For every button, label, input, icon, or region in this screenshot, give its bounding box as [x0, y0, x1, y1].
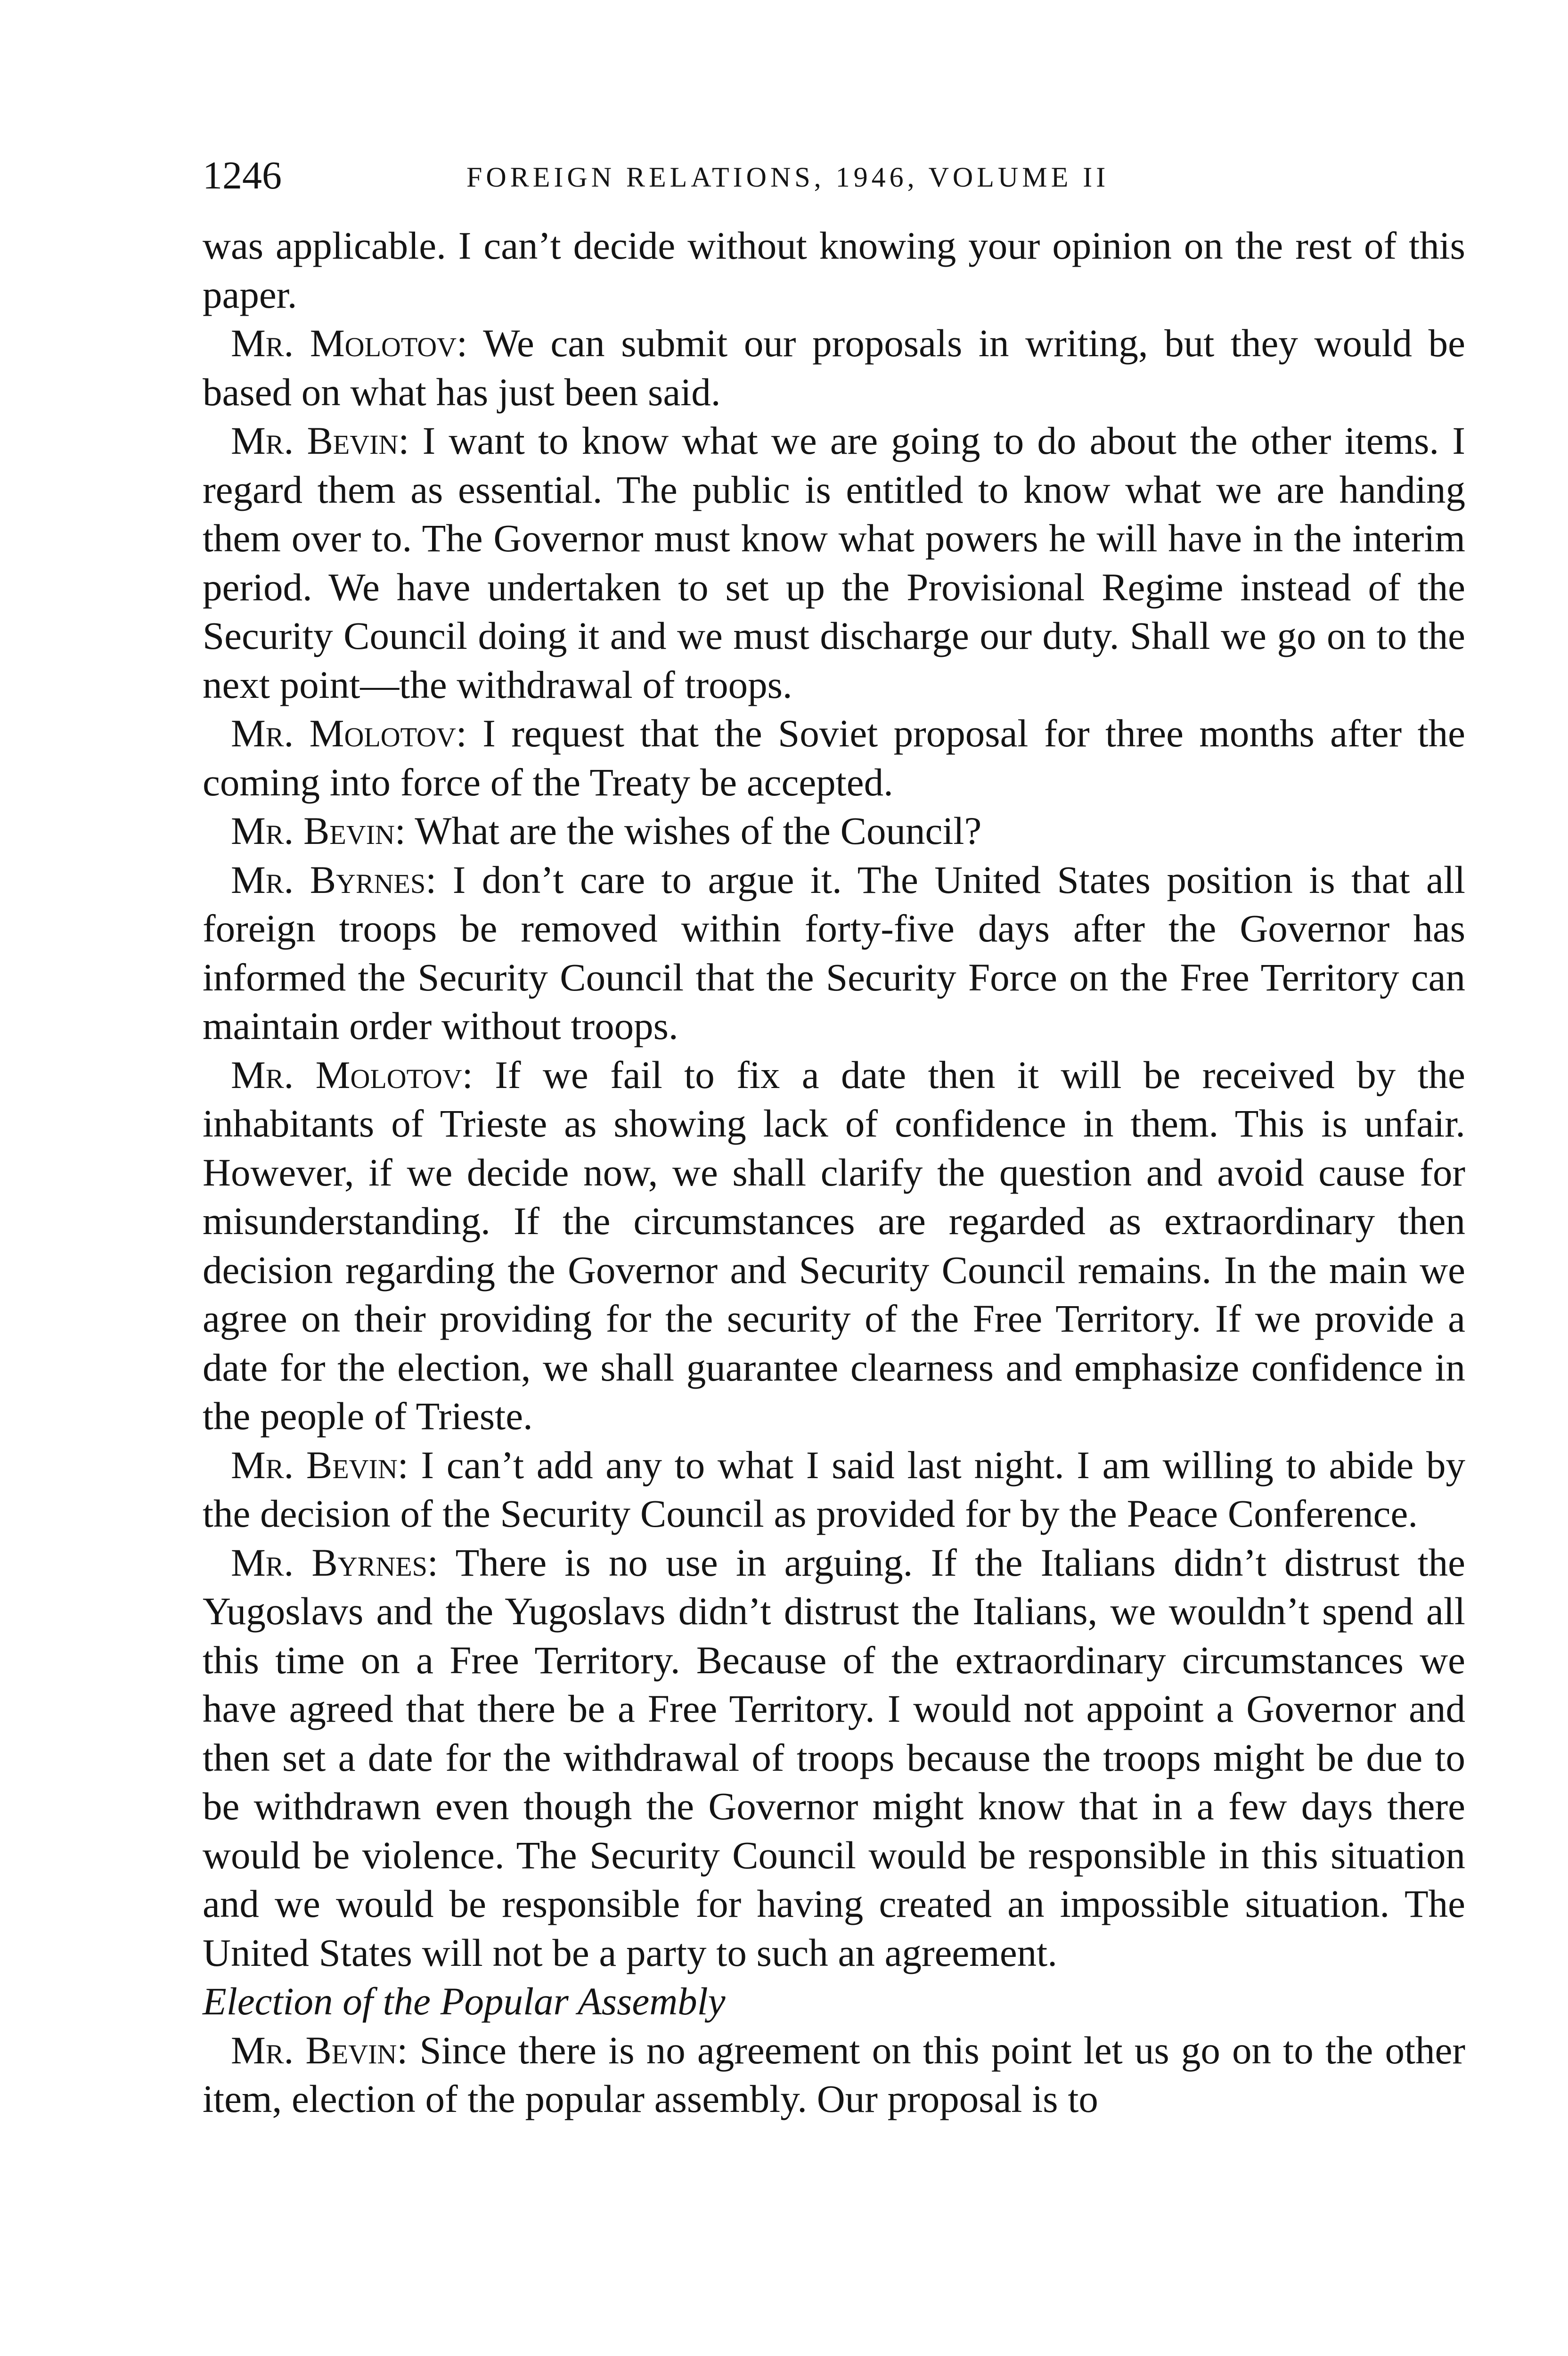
paragraph: [203, 709, 1465, 807]
paragraph-text: If we fail to fix a date then it will be received by the inhabitants of Trieste as showing lack of confidence in them. This is unfair. However, if we decide now, we shall clarify the question and avoid cause for misunderstanding. If the circumstances are regarded as extraordinary then decision regarding the Governor and Security Council remains. In the main we agree on their providing for the security of the Free Territory. If we provide a date for the election, we shall guarantee clearness and emphasize confidence in the people of Trieste.: [203, 1053, 1466, 1438]
paragraph: [203, 1538, 1465, 1978]
paragraph: [203, 856, 1465, 1051]
speaker-name: Mr. Bevin:: [231, 1443, 408, 1487]
paragraph: [203, 807, 1465, 856]
speaker-name: Mr. Bevin:: [231, 419, 409, 462]
speaker-name: Mr. Byrnes:: [231, 858, 437, 901]
paragraph-text: I don’t care to argue it. The United States position is that all foreign troops be removed within forty-five days after the Governor has informed the Security Council that the Security Force on the Free Territory can maintain order without troops.: [203, 858, 1465, 1047]
speaker-name: Mr. Bevin:: [231, 809, 406, 852]
paragraph: [203, 2026, 1465, 2124]
speaker-name: Mr. Molotov:: [231, 321, 468, 365]
paragraph: [203, 417, 1465, 709]
paragraph-text: I request that the Soviet proposal for three months after the coming into force of the Treaty be accepted.: [203, 712, 1466, 804]
paragraph-text: I want to know what we are going to do about the other items. I regard them as essential. The public is entitled to know what we are handing them over to. The Governor must know what powers he will have in the interim period. We have undertaken to set up the Provisional Regime instead of the Security Council doing it and we must discharge our duty. Shall we go on to the next point—the withdrawal of troops.: [203, 419, 1465, 706]
paragraph: [203, 1441, 1465, 1538]
page-body: [203, 221, 1465, 2124]
speaker-name: Mr. Molotov:: [231, 712, 467, 755]
paragraph: [203, 221, 1465, 319]
page-header: [203, 150, 1465, 202]
section-subheading: Election of the Popular Assembly: [203, 1980, 726, 2023]
paragraph: [203, 319, 1465, 417]
paragraph-text: What are the wishes of the Council?: [415, 809, 982, 852]
paragraph: [203, 1051, 1465, 1441]
speaker-name: Mr. Byrnes:: [231, 1540, 438, 1584]
paragraph-text: There is no use in arguing. If the Italians didn’t distrust the Yugoslavs and the Yugoslavs didn’t distrust the Italians, we wouldn’t spend all this time on a Free Territory. Because of the extraordinary circumstances we have agreed that there be a Free Territory. I would not appoint a Governor and then set a date for the withdrawal of troops because the troops might be due to be withdrawn even though the Governor might know that in a few days there would be violence. The Security Council would be responsible in this situation and we would be responsible for having created an impossible situation. The United States will not be a party to such an agreement.: [203, 1540, 1465, 1974]
paragraph-text: I can’t add any to what I said last night. I am willing to abide by the decision of the Security Council as provided for by the Peace Conference.: [203, 1443, 1466, 1535]
paragraph-text: Since there is no agreement on this point let us go on to the other item, election of the popular assembly. Our proposal is to: [203, 2028, 1466, 2120]
running-head: FOREIGN RELATIONS, 1946, VOLUME II: [466, 162, 1110, 193]
paragraph-text: was applicable. I can’t decide without knowing your opinion on the rest of this paper.: [203, 224, 1465, 316]
page-number: 1246: [203, 154, 282, 197]
speaker-name: Mr. Bevin:: [231, 2028, 408, 2072]
paragraph-text: We can submit our proposals in writing, but they would be based on what has just been said.: [203, 321, 1465, 414]
speaker-name: Mr. Molotov:: [231, 1053, 473, 1096]
